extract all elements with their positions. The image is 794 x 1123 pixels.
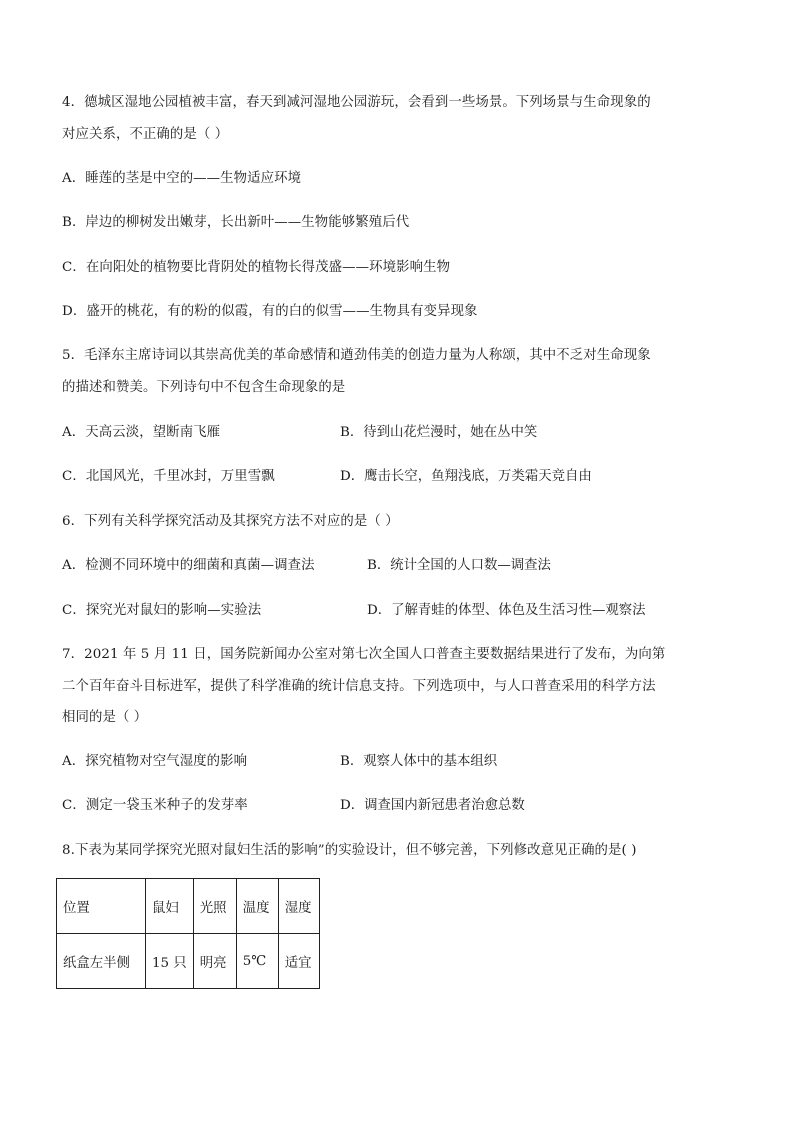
table-header-row	[57, 879, 320, 934]
q7-stem-line1: 7．2021 年 5 月 11 日，国务院新闻办公室对第七次全国人口普查主要数据结果进行了发布，为向第	[62, 647, 666, 662]
table-row	[57, 934, 320, 989]
q5-stem-line2: 的描述和赞美。下列诗句中不包含生命现象的是	[62, 380, 346, 395]
table-cell: 适宜	[278, 934, 319, 989]
q4-stem-line2: 对应关系，不正确的是（ ）	[62, 127, 229, 142]
q6-option-c: C．探究光对鼠妇的影响—实验法	[62, 603, 262, 618]
q6-option-d: D．了解青蛙的体型、体色及生活习性—观察法	[367, 603, 646, 618]
q4-option-b: B．岸边的柳树发出嫩芽，长出新叶——生物能够繁殖后代	[62, 215, 410, 230]
q5-stem-line1: 5．毛泽东主席诗词以其崇高优美的革命感情和遒劲伟美的创造力量为人称颂，其中不乏对生命现象	[62, 348, 651, 363]
q4-stem-line1: 4．德城区湿地公园植被丰富，春天到减河湿地公园游玩，会看到一些场景。下列场景与生命现象的	[62, 95, 651, 110]
q5-option-a: A．天高云淡，望断南飞雁	[62, 425, 221, 440]
q5-option-b: B．待到山花烂漫时，她在丛中笑	[340, 425, 538, 440]
q6-stem-line1: 6．下列有关科学探究活动及其探究方法不对应的是（ ）	[62, 514, 399, 529]
q7-option-b: B．观察人体中的基本组织	[340, 754, 498, 769]
table-header-cell: 位置	[57, 879, 146, 934]
q7-option-d: D．调查国内新冠患者治愈总数	[340, 798, 525, 813]
table-header-cell: 鼠妇	[146, 879, 194, 934]
q7-stem-line2: 二个百年奋斗目标进军，提供了科学准确的统计信息支持。下列选项中，与人口普查采用的科学方法	[62, 679, 656, 694]
table-cell: 15 只	[146, 934, 194, 989]
experiment-table	[56, 878, 320, 989]
q5-option-d: D．鹰击长空，鱼翔浅底，万类霜天竞自由	[340, 469, 592, 484]
q4-option-d: D．盛开的桃花，有的粉的似霞，有的白的似雪——生物具有变异现象	[62, 304, 478, 319]
q7-stem-line3: 相同的是（ ）	[62, 710, 148, 725]
q4-option-a: A．睡莲的茎是中空的——生物适应环境	[62, 171, 302, 186]
q6-option-b: B．统计全国的人口数—调查法	[367, 558, 551, 573]
q7-option-c: C．测定一袋玉米种子的发芽率	[62, 798, 248, 813]
q8-stem-line1: 8.下表为某同学探究光照对鼠妇生活的影响”的实验设计，但不够完善，下列修改意见正确的是( )	[62, 843, 637, 858]
q5-option-c: C．北国风光，千里冰封，万里雪飘	[62, 469, 275, 484]
q6-option-a: A．检测不同环境中的细菌和真菌—调查法	[62, 558, 315, 573]
table-header-cell: 温度	[236, 879, 278, 934]
q7-option-a: A．探究植物对空气湿度的影响	[62, 754, 248, 769]
table-cell: 明亮	[193, 934, 236, 989]
table-header-cell: 光照	[193, 879, 236, 934]
table-cell: 纸盒左半侧	[57, 934, 146, 989]
table-header-cell: 湿度	[278, 879, 319, 934]
q4-option-c: C．在向阳处的植物要比背阴处的植物长得茂盛——环境影响生物	[62, 260, 451, 275]
table-cell: 5℃	[236, 934, 278, 989]
